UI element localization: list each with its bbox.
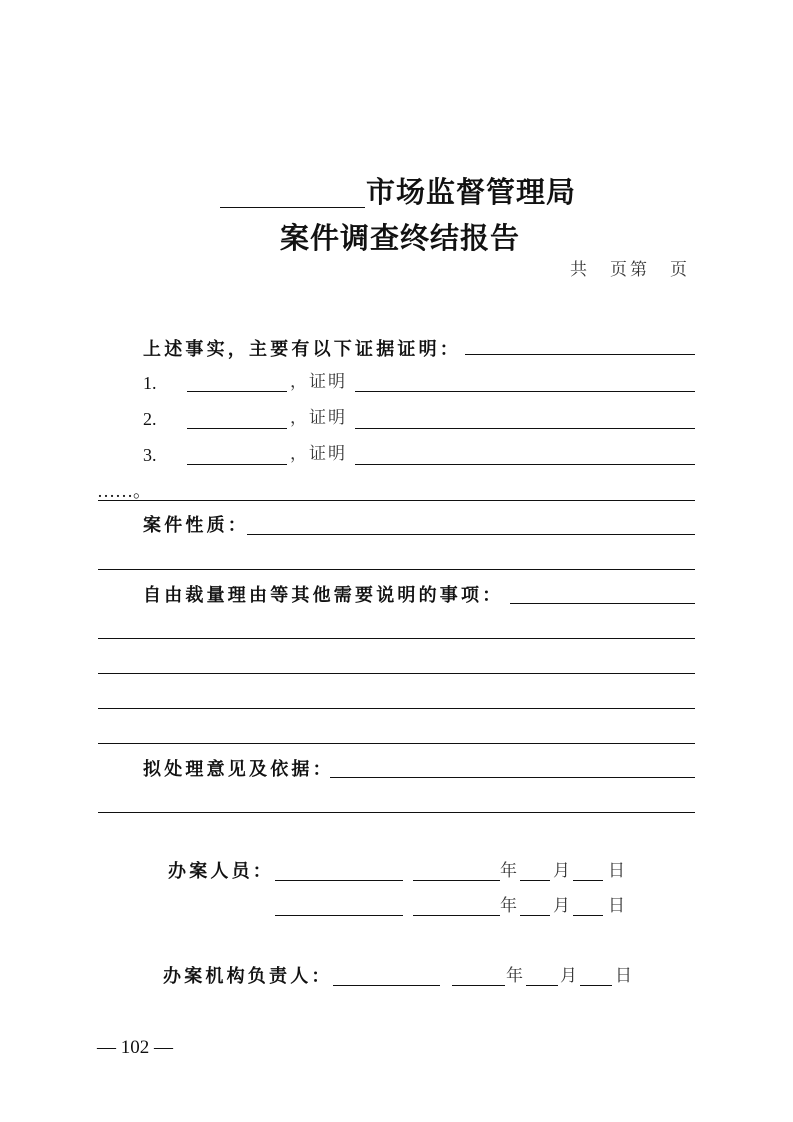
- handler-2-day[interactable]: [573, 915, 603, 916]
- evidence-2-blank[interactable]: [187, 428, 287, 429]
- day-label: 日: [608, 896, 627, 916]
- evidence-3-proves-blank[interactable]: [355, 464, 695, 465]
- proposal-label: 拟处理意见及依据：: [143, 759, 334, 780]
- discretion-blank-3[interactable]: [98, 673, 695, 674]
- evidence-blank[interactable]: [465, 354, 695, 355]
- evidence-label: 上述事实，主要有以下证据证明：: [143, 339, 461, 360]
- page-count: 共 页第 页: [570, 260, 690, 280]
- year-label: 年: [500, 896, 519, 916]
- evidence-3-blank[interactable]: [187, 464, 287, 465]
- day-label: 日: [615, 966, 634, 986]
- handler-2-signature[interactable]: [275, 915, 403, 916]
- evidence-1-blank[interactable]: [187, 391, 287, 392]
- head-day[interactable]: [580, 985, 612, 986]
- evidence-more-blank[interactable]: [98, 500, 695, 501]
- year-label: 年: [500, 861, 519, 881]
- handler-2-year[interactable]: [413, 915, 500, 916]
- item-number: 1.: [143, 373, 157, 393]
- year-label: 年: [506, 966, 525, 986]
- head-month[interactable]: [526, 985, 558, 986]
- agency-name-blank[interactable]: [220, 207, 365, 208]
- item-number: 3.: [143, 445, 157, 465]
- ellipsis: ……。: [97, 481, 151, 501]
- case-nature-blank-2[interactable]: [98, 569, 695, 570]
- head-year[interactable]: [452, 985, 505, 986]
- month-label: 月: [553, 896, 572, 916]
- proposal-blank[interactable]: [330, 777, 695, 778]
- item-number: 2.: [143, 409, 157, 429]
- day-label: 日: [608, 861, 627, 881]
- handler-1-year[interactable]: [413, 880, 500, 881]
- proves-label: ，证明: [290, 444, 347, 464]
- proves-label: ，证明: [290, 372, 347, 392]
- handler-1-signature[interactable]: [275, 880, 403, 881]
- head-label: 办案机构负责人：: [163, 966, 333, 987]
- handler-1-month[interactable]: [520, 880, 550, 881]
- case-nature-label: 案件性质：: [143, 515, 249, 536]
- title-agency: 市场监督管理局: [366, 175, 577, 209]
- handlers-label: 办案人员：: [168, 861, 274, 882]
- proposal-blank-2[interactable]: [98, 812, 695, 813]
- discretion-blank-2[interactable]: [98, 638, 695, 639]
- discretion-blank-5[interactable]: [98, 743, 695, 744]
- handler-2-month[interactable]: [520, 915, 550, 916]
- discretion-label: 自由裁量理由等其他需要说明的事项：: [143, 585, 504, 606]
- proves-label: ，证明: [290, 408, 347, 428]
- page-number: — 102 —: [97, 1037, 173, 1058]
- handler-1-day[interactable]: [573, 880, 603, 881]
- head-signature[interactable]: [333, 985, 440, 986]
- evidence-2-proves-blank[interactable]: [355, 428, 695, 429]
- month-label: 月: [560, 966, 579, 986]
- case-nature-blank[interactable]: [247, 534, 695, 535]
- title-report: 案件调查终结报告: [280, 221, 521, 255]
- month-label: 月: [553, 861, 572, 881]
- discretion-blank-4[interactable]: [98, 708, 695, 709]
- discretion-blank[interactable]: [510, 603, 695, 604]
- evidence-1-proves-blank[interactable]: [355, 391, 695, 392]
